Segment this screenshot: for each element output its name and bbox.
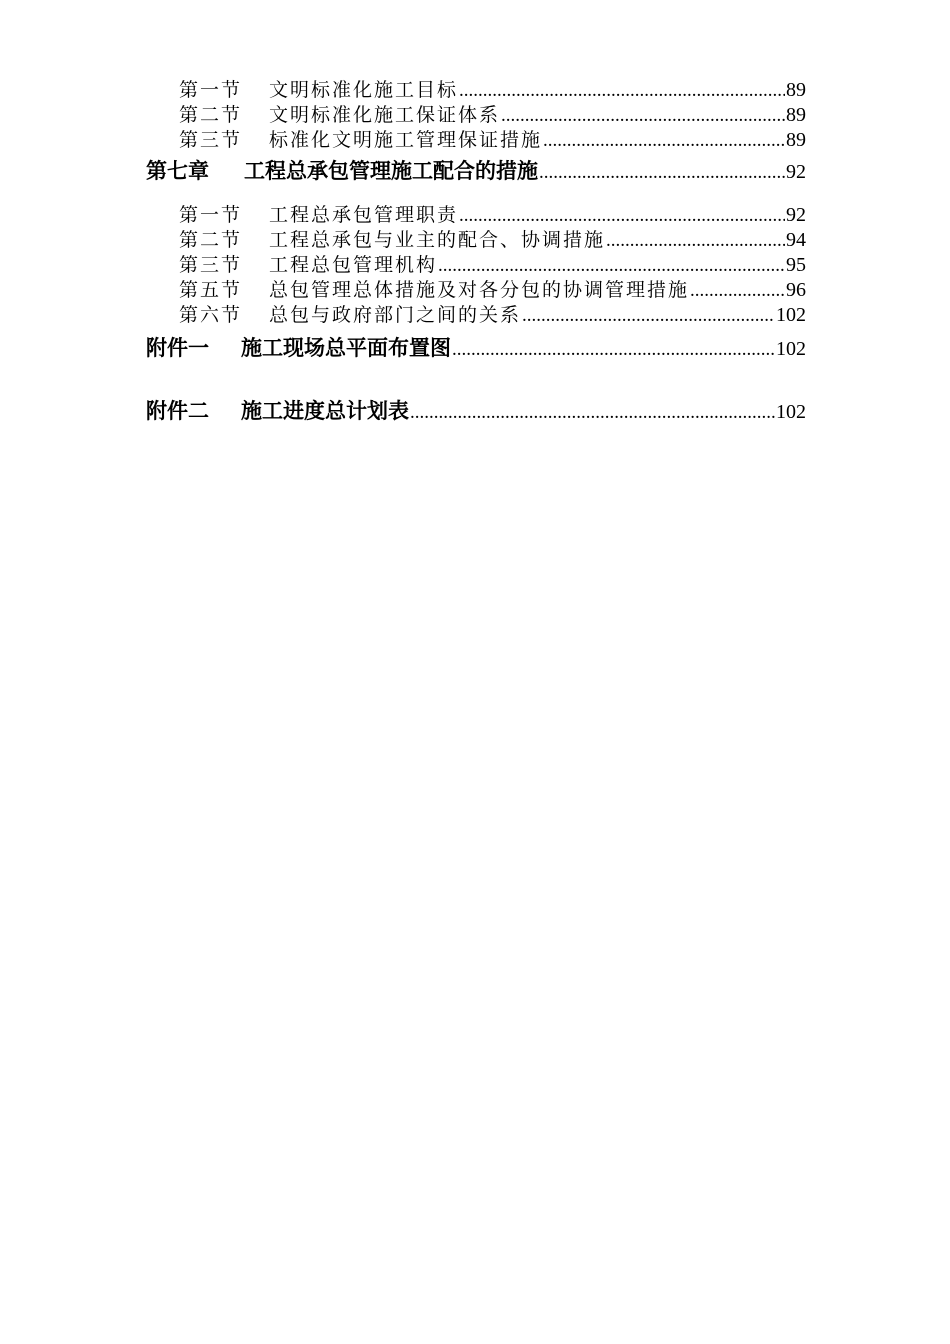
section-title: 工程总承包管理职责 bbox=[269, 204, 459, 226]
dot-leader bbox=[438, 253, 785, 278]
section-number: 第六节 bbox=[179, 304, 243, 326]
toc-section-entry[interactable] bbox=[146, 78, 806, 103]
toc-section-entry[interactable] bbox=[146, 228, 806, 253]
appendix-title: 施工现场总平面布置图 bbox=[241, 336, 451, 360]
toc-section-entry[interactable] bbox=[146, 303, 806, 328]
appendix-title: 施工进度总计划表 bbox=[241, 399, 409, 423]
toc-section-entry[interactable] bbox=[146, 128, 806, 153]
chapter-number: 第七章 bbox=[146, 159, 209, 183]
dot-leader bbox=[543, 128, 785, 153]
toc-section-entry[interactable] bbox=[146, 253, 806, 278]
toc-section-entry[interactable] bbox=[146, 203, 806, 228]
page-number: 92 bbox=[786, 204, 806, 226]
dot-leader bbox=[690, 278, 785, 303]
dot-leader bbox=[459, 203, 785, 228]
section-title: 文明标准化施工保证体系 bbox=[269, 104, 501, 126]
table-of-contents bbox=[146, 78, 806, 429]
toc-chapter-entry[interactable] bbox=[146, 153, 806, 189]
dot-leader bbox=[459, 78, 785, 103]
section-number: 第二节 bbox=[179, 104, 243, 126]
toc-appendix-entry[interactable] bbox=[146, 393, 806, 429]
dot-leader bbox=[539, 155, 785, 191]
section-number: 第三节 bbox=[179, 254, 243, 276]
section-title: 工程总承包与业主的配合、协调措施 bbox=[269, 229, 606, 251]
section-title: 总包与政府部门之间的关系 bbox=[269, 304, 522, 326]
dot-leader bbox=[410, 395, 775, 431]
section-title: 工程总包管理机构 bbox=[269, 254, 438, 276]
section-title: 标准化文明施工管理保证措施 bbox=[269, 129, 543, 151]
section-number: 第五节 bbox=[179, 279, 243, 301]
dot-leader bbox=[606, 228, 785, 253]
section-number: 第二节 bbox=[179, 229, 243, 251]
chapter-title: 工程总承包管理施工配合的措施 bbox=[244, 159, 538, 183]
dot-leader bbox=[522, 303, 775, 328]
dot-leader bbox=[501, 103, 785, 128]
spacer bbox=[146, 189, 806, 203]
toc-section-entry[interactable] bbox=[146, 103, 806, 128]
appendix-number: 附件二 bbox=[146, 399, 209, 423]
section-title: 总包管理总体措施及对各分包的协调管理措施 bbox=[269, 279, 690, 301]
page-number: 89 bbox=[786, 104, 806, 126]
page-number: 102 bbox=[776, 338, 806, 360]
page-number: 102 bbox=[776, 304, 806, 326]
appendix-number: 附件一 bbox=[146, 336, 209, 360]
dot-leader bbox=[452, 332, 775, 368]
toc-section-entry[interactable] bbox=[146, 278, 806, 303]
page-number: 102 bbox=[776, 401, 806, 423]
spacer bbox=[146, 366, 806, 393]
toc-appendix-entry[interactable] bbox=[146, 330, 806, 366]
section-title: 文明标准化施工目标 bbox=[269, 79, 459, 101]
page-number: 96 bbox=[786, 279, 806, 301]
page-number: 95 bbox=[786, 254, 806, 276]
section-number: 第一节 bbox=[179, 79, 243, 101]
page-number: 92 bbox=[786, 161, 806, 183]
page-number: 89 bbox=[786, 129, 806, 151]
section-number: 第一节 bbox=[179, 204, 243, 226]
page-number: 89 bbox=[786, 79, 806, 101]
page-number: 94 bbox=[786, 229, 806, 251]
section-number: 第三节 bbox=[179, 129, 243, 151]
